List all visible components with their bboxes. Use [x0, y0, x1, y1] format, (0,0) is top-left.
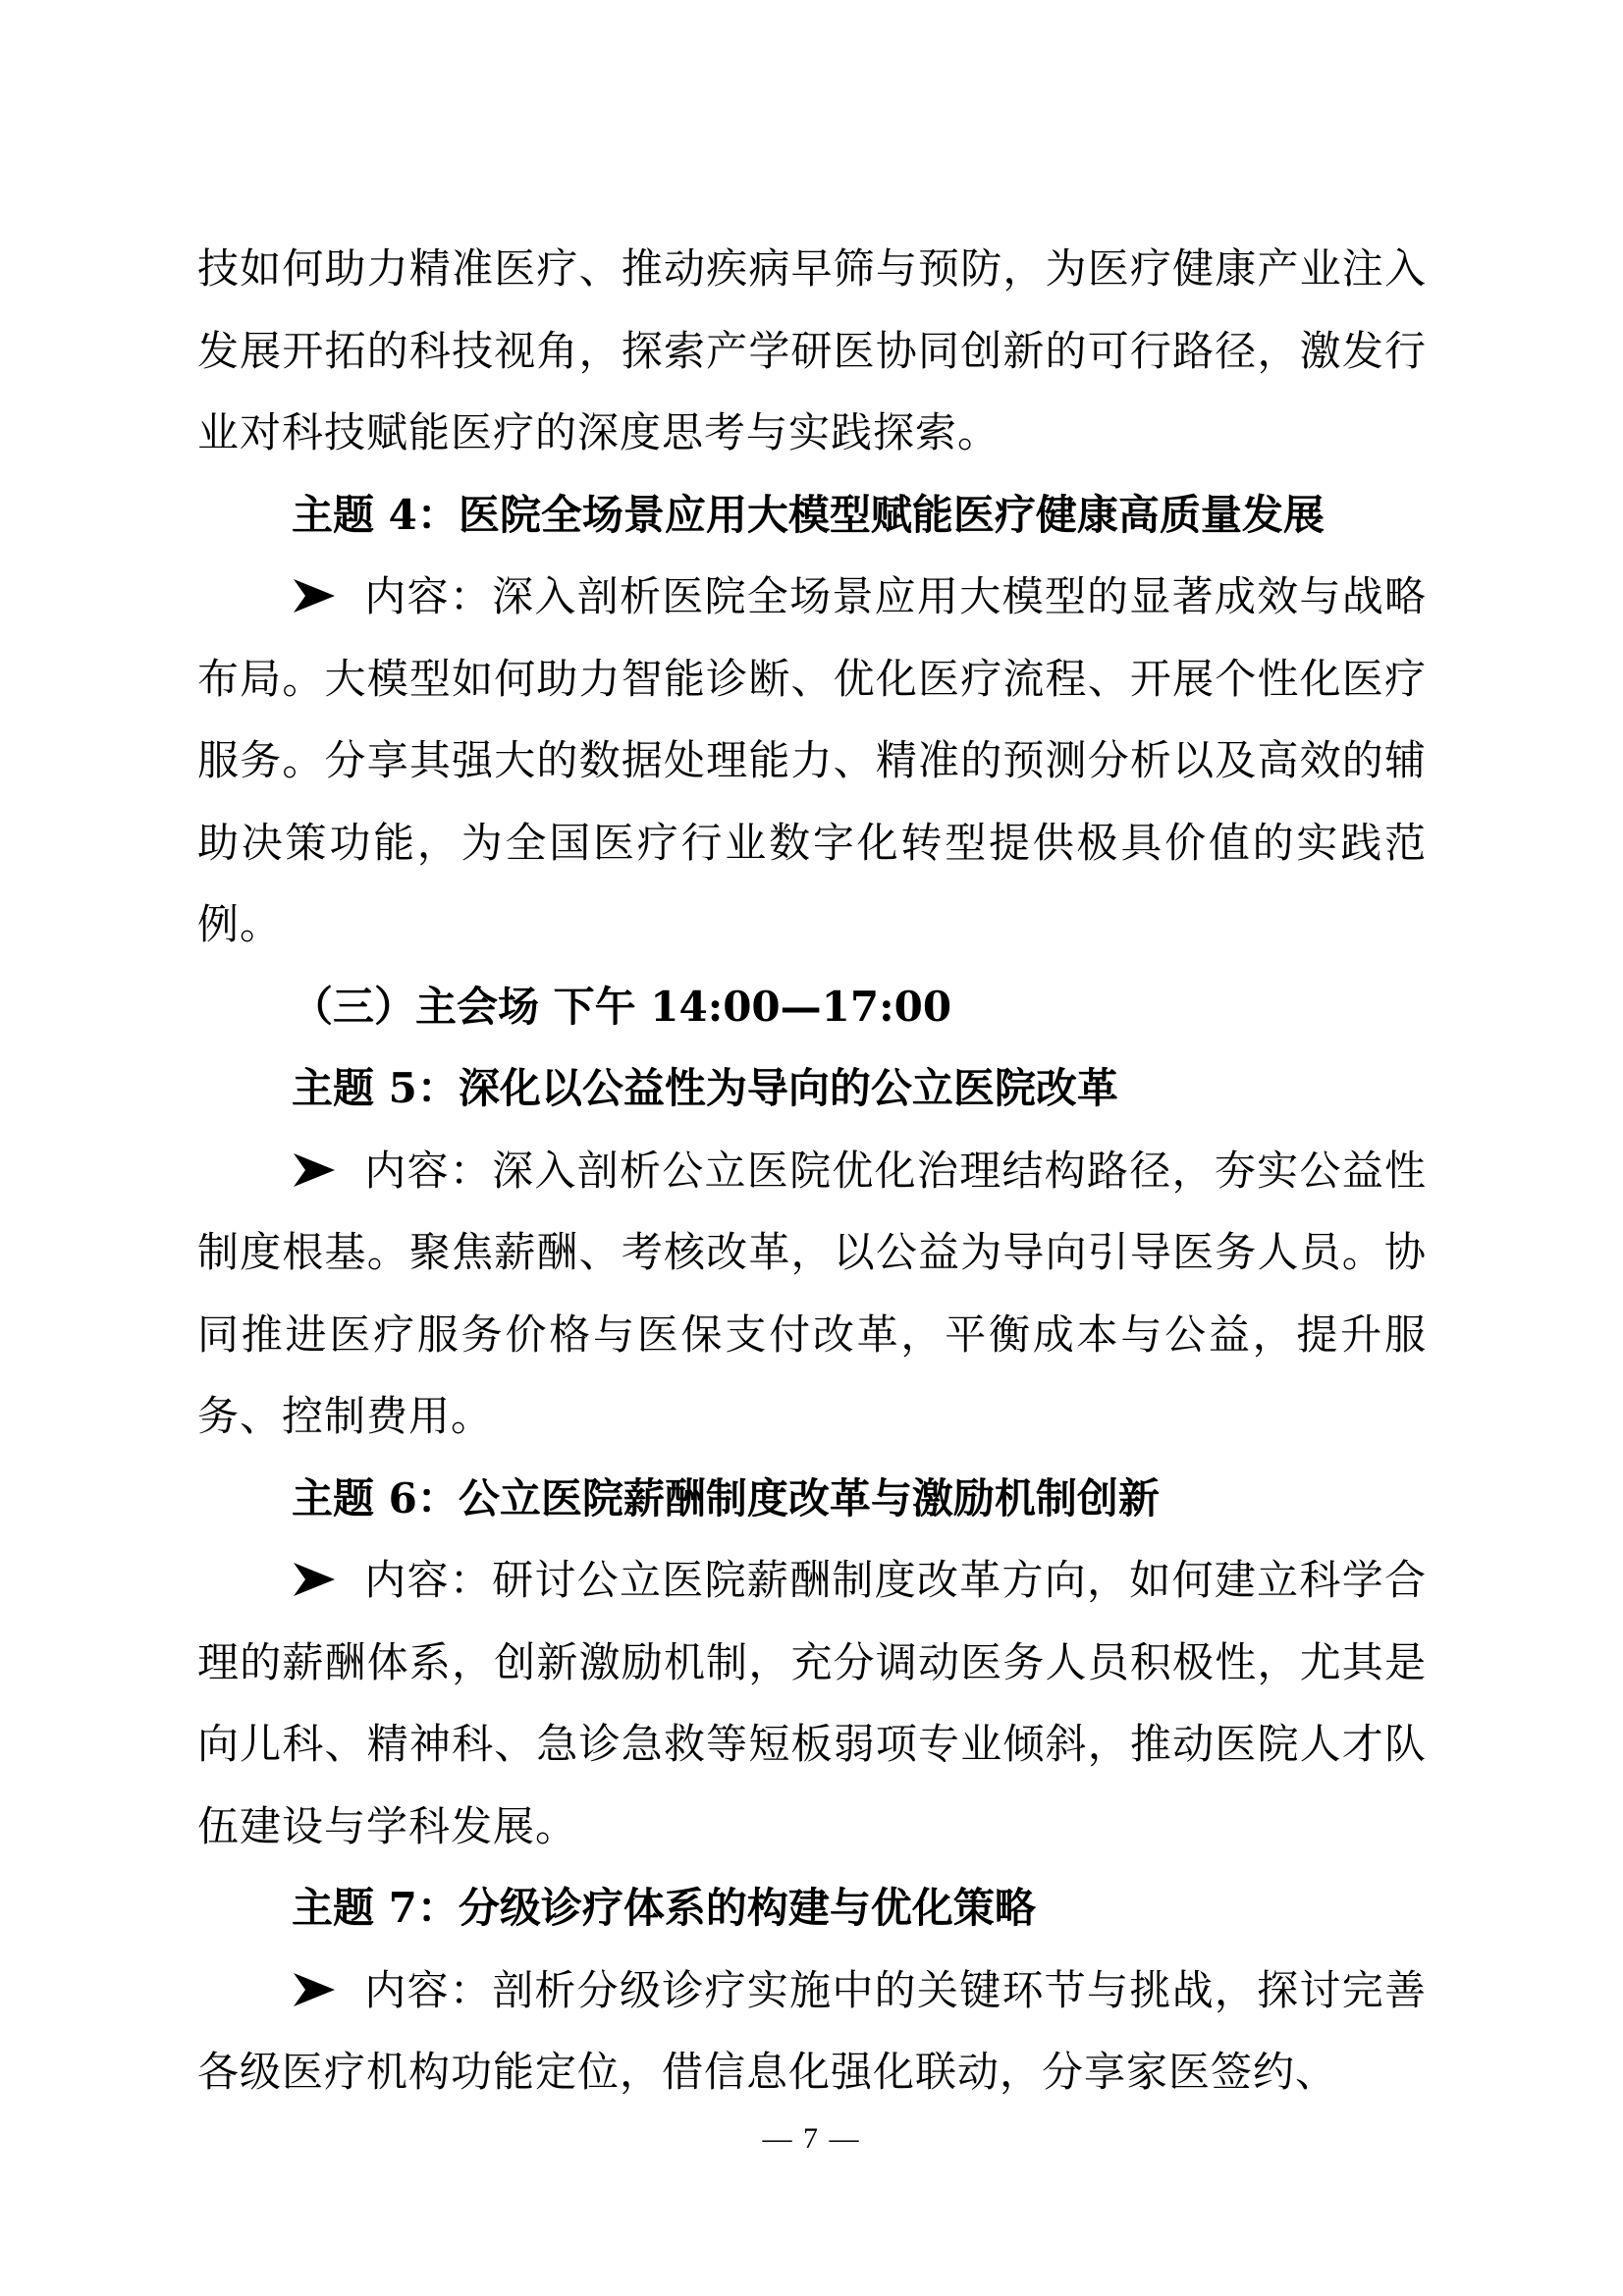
heading-topic-7: 主题 7：分级诊疗体系的构建与优化策略: [292, 1884, 1036, 1932]
page-number: — 7 —: [762, 2122, 861, 2155]
bullet-text: 内容：深入剖析医院全场景应用大模型的显著成效与战略布局。大模型如何助力智能诊断、优化医疗流程、开展个性化医疗服务。分享其强大的数据处理能力、精准的预测分析以及高效的辅助决策功能，为全国医疗行业数字化转型提供极具价值的实践范例。: [197, 572, 1427, 948]
arrowhead-bullet-icon: [292, 1561, 337, 1598]
bullet-paragraph-topic-7: [197, 1949, 1427, 2113]
bullet-text: 内容：深入剖析公立医院优化治理结构路径，夯实公益性制度根基。聚焦薪酬、考核改革，以公益为导向引导医务人员。协同推进医疗服务价格与医保支付改革，平衡成本与公益，提升服务、控制费用。: [197, 1146, 1427, 1440]
bullet-paragraph-topic-6: [197, 1539, 1427, 1867]
bullet-paragraph-topic-4: [197, 556, 1427, 966]
arrowhead-bullet-icon: [292, 577, 337, 614]
heading-session-3: （三）主会场 下午 14:00—17:00: [292, 982, 952, 1031]
arrowhead-bullet-icon: [292, 1151, 337, 1189]
bullet-paragraph-topic-5: [197, 1130, 1427, 1458]
document-body: [197, 228, 1427, 2113]
bullet-text: 内容：研讨公立医院薪酬制度改革方向，如何建立科学合理的薪酬体系，创新激励机制，充分调动医务人员积极性，尤其是向儿科、精神科、急诊急救等短板弱项专业倾斜，推动医院人才队伍建设与学科发展。: [197, 1556, 1427, 1850]
arrowhead-bullet-icon: [292, 1971, 337, 2008]
heading-topic-5: 主题 5：深化以公益性为导向的公立医院改革: [292, 1064, 1118, 1112]
heading-topic-4: 主题 4：医院全场景应用大模型赋能医疗健康高质量发展: [292, 490, 1325, 539]
heading-topic-6: 主题 6：公立医院薪酬制度改革与激励机制创新: [292, 1473, 1160, 1522]
paragraph-intro: 技如何助力精准医疗、推动疾病早筛与预防，为医疗健康产业注入发展开拓的科技视角，探索产学研医协同创新的可行路径，激发行业对科技赋能医疗的深度思考与实践探索。: [197, 244, 1427, 456]
bullet-text: 内容：剖析分级诊疗实施中的关键环节与挑战，探讨完善各级医疗机构功能定位，借信息化强化联动，分享家医签约、: [197, 1965, 1427, 2096]
